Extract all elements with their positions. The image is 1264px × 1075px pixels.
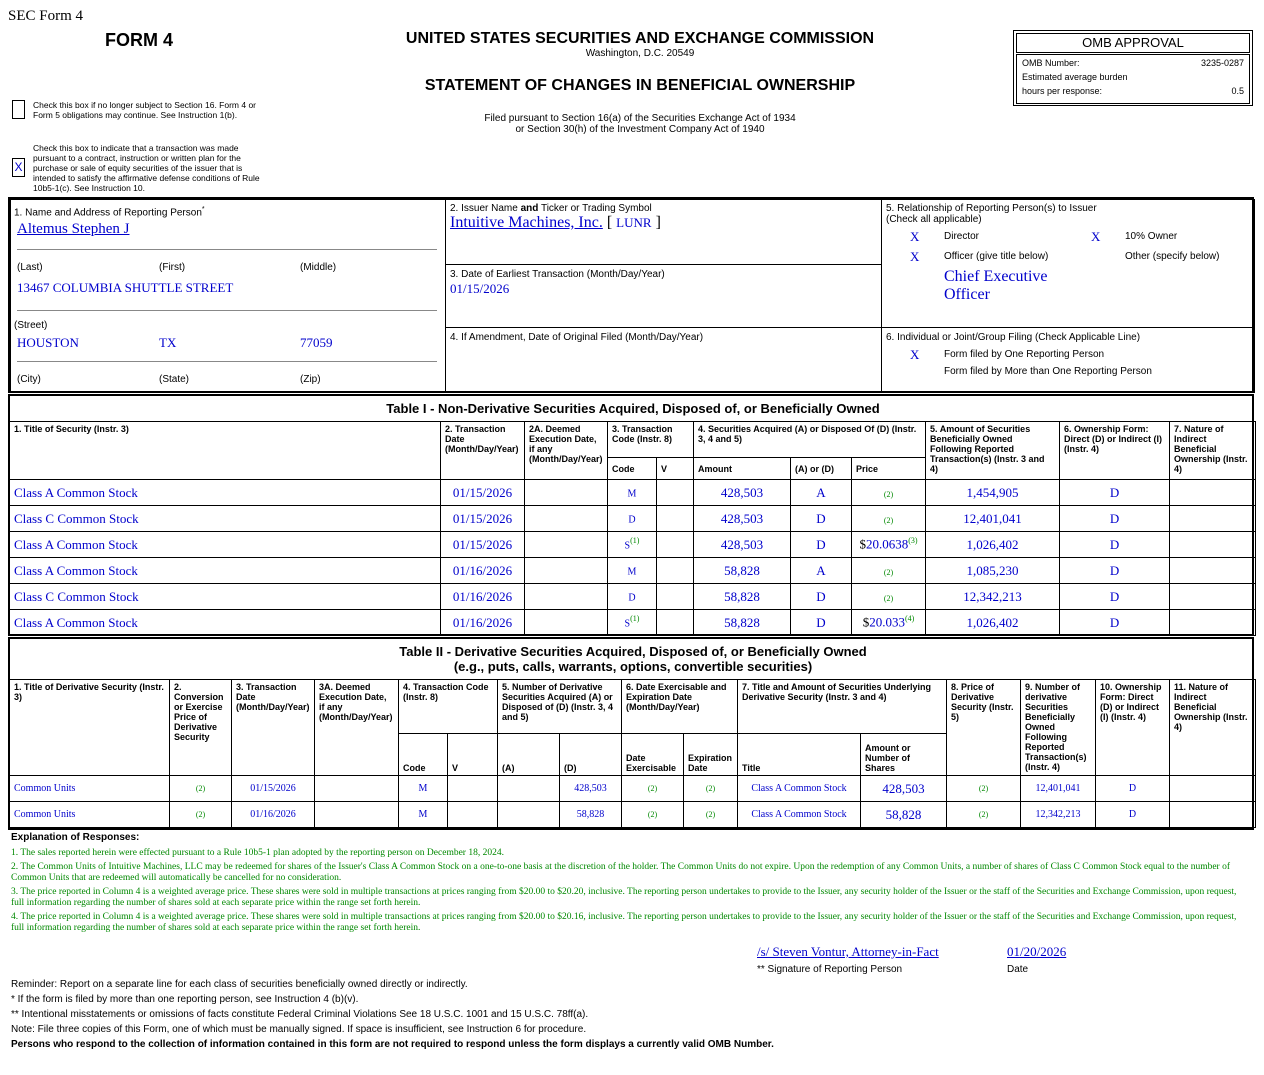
- t1-v-cell: [657, 584, 694, 610]
- officer-check[interactable]: X: [910, 249, 920, 264]
- one-person-label: Form filed by One Reporting Person: [944, 349, 1105, 360]
- t1-ad-cell: A: [791, 558, 852, 584]
- table2-row: [10, 776, 1256, 802]
- table1-row: [10, 480, 1256, 506]
- table1-row: [10, 584, 1256, 610]
- reminder-line: Reminder: Report on a separate line for each class of securities beneficially owned directly or indirectly.: [11, 979, 468, 990]
- footnote: 3. The price reported in Column 4 is a weighted average price. These shares were sold in multiple transactions at prices ranging from $20.00 to $20.20, inclusive. The reporting person undertakes to provide to the Issuer, any security holder of the Issuer or the staff of the Securities and Exchange Commission, upon request, full information regarding the number of shares sold at each separate price within the range set forth herein.: [11, 887, 1237, 908]
- relationship-sublabel: (Check all applicable): [886, 214, 982, 225]
- issuer-box: [445, 199, 882, 265]
- signature-label: ** Signature of Reporting Person: [757, 964, 903, 975]
- t2-price-cell: (2): [947, 776, 1021, 802]
- t2-underlying-amount-cell: 58,828: [861, 802, 947, 828]
- t1-h-sub-ad: (A) or (D): [791, 458, 852, 480]
- t1-title-cell: Class C Common Stock: [10, 584, 441, 610]
- state-label: (State): [159, 374, 190, 385]
- t2-date-cell: 01/15/2026: [232, 776, 315, 802]
- table1-row: [10, 532, 1256, 558]
- t2-h-underlying: 7. Title and Amount of Securities Underlying Derivative Security (Instr. 3 and 4): [738, 680, 947, 734]
- signature-date-label: Date: [1007, 964, 1029, 975]
- t1-price-cell: $20.0638$^{(3)}$: [852, 532, 926, 558]
- t2-price-cell: (2): [947, 802, 1021, 828]
- officer-title: Chief Executive Officer: [944, 268, 1048, 303]
- omb-hours-label: hours per response:: [1022, 86, 1103, 96]
- rule10b5-checkbox-label: Check this box to indicate that a transaction was made pursuant to a contract, instruction or written plan for the purchase or sale of equity securities of the issuer that is intended to satisfy the affirmative defense conditions of Rule 10b5-1(c). See Instruction 10.: [33, 143, 260, 193]
- signature-name[interactable]: /s/ Steven Vontur, Attorney-in-Fact: [757, 944, 939, 959]
- t2-h-conv: 2. Conversion or Exercise Price of Derivative Security: [170, 680, 232, 776]
- t2-h-sub-code: Code: [399, 734, 448, 776]
- t1-code-cell: S$^{(1)}$: [608, 532, 657, 558]
- earliest-date-label: 3. Date of Earliest Transaction (Month/Day/Year): [450, 269, 665, 280]
- table1-row: [10, 558, 1256, 584]
- t1-h-sub-amount: Amount: [694, 458, 791, 480]
- t1-nature-cell: [1170, 532, 1256, 558]
- t2-title-cell: Common Units: [10, 802, 170, 828]
- t1-v-cell: [657, 610, 694, 636]
- t1-nature-cell: [1170, 584, 1256, 610]
- t1-title-cell: Class A Common Stock: [10, 558, 441, 584]
- t2-h-price: 8. Price of Derivative Security (Instr. 5): [947, 680, 1021, 776]
- amendment-box: [445, 327, 882, 393]
- t2-form-cell: D: [1096, 776, 1170, 802]
- t1-h-title: 1. Title of Security (Instr. 3): [10, 422, 441, 480]
- t2-code-cell: M: [399, 776, 448, 802]
- t1-form-cell: D: [1060, 558, 1170, 584]
- t2-v-cell: [448, 776, 498, 802]
- t1-code-cell: D: [608, 584, 657, 610]
- t2-deemed-cell: [315, 802, 399, 828]
- t2-h-title: 1. Title of Derivative Security (Instr. 3): [10, 680, 170, 776]
- t1-amount-cell: 58,828: [694, 558, 791, 584]
- t1-nature-cell: [1170, 480, 1256, 506]
- omb-details: [1016, 54, 1250, 104]
- t1-owned-cell: 1,026,402: [926, 532, 1060, 558]
- t1-ad-cell: A: [791, 480, 852, 506]
- divider: [17, 361, 437, 362]
- t2-expiration-cell: (2): [684, 802, 738, 828]
- commission-city: Washington, D.C. 20549: [585, 48, 695, 59]
- street-value: 13467 COLUMBIA SHUTTLE STREET: [17, 280, 234, 295]
- t2-title-cell: Common Units: [10, 776, 170, 802]
- t1-nature-cell: [1170, 506, 1256, 532]
- t1-form-cell: D: [1060, 610, 1170, 636]
- t2-nature-cell: [1170, 776, 1256, 802]
- t1-date-cell: 01/16/2026: [441, 584, 525, 610]
- t2-underlying-title-cell: Class A Common Stock: [738, 776, 861, 802]
- officer-label: Officer (give title below): [944, 251, 1049, 262]
- city-label: (City): [17, 374, 41, 385]
- t1-form-cell: D: [1060, 506, 1170, 532]
- first-label: (First): [159, 262, 186, 273]
- t1-deemed-cell: [525, 558, 608, 584]
- commission-title: UNITED STATES SECURITIES AND EXCHANGE COMMISSION: [405, 30, 875, 47]
- t1-v-cell: [657, 532, 694, 558]
- omb-title: OMB APPROVAL: [1016, 33, 1250, 53]
- t2-h-nature: 11. Nature of Indirect Beneficial Ownership (Instr. 4): [1170, 680, 1256, 776]
- t2-owned-cell: 12,342,213: [1021, 802, 1096, 828]
- filed-pursuant-line2: or Section 30(h) of the Investment Company Act of 1940: [515, 124, 765, 135]
- table1-caption: Table I - Non-Derivative Securities Acquired, Disposed of, or Beneficially Owned: [386, 401, 880, 416]
- omb-number-label: OMB Number:: [1022, 58, 1080, 68]
- rule10b5-checkbox[interactable]: X: [12, 158, 25, 177]
- t1-h-owned: 5. Amount of Securities Beneficially Owned Following Reported Transaction(s) (Instr. 3 and 4): [926, 422, 1060, 480]
- t2-h-sub-d: (D): [560, 734, 622, 776]
- t1-deemed-cell: [525, 610, 608, 636]
- section16-checkbox-label: Check this box if no longer subject to Section 16. Form 4 or Form 5 obligations may continue. See Instruction 1(b).: [33, 100, 257, 120]
- t1-owned-cell: 12,401,041: [926, 506, 1060, 532]
- t1-ad-cell: D: [791, 532, 852, 558]
- t1-title-cell: Class A Common Stock: [10, 610, 441, 636]
- omb-notice: Persons who respond to the collection of information contained in this form are not required to respond unless the form displays a currently valid OMB Number.: [11, 1039, 774, 1050]
- t2-h-deemed: 3A. Deemed Execution Date, if any (Month/Day/Year): [315, 680, 399, 776]
- filing-label: 6. Individual or Joint/Group Filing (Check Applicable Line): [886, 332, 1141, 343]
- t1-code-cell: D: [608, 506, 657, 532]
- t1-deemed-cell: [525, 584, 608, 610]
- filed-pursuant: [390, 113, 890, 135]
- t1-amount-cell: 58,828: [694, 584, 791, 610]
- t2-conv-cell: (2): [170, 776, 232, 802]
- t2-h-form: 10. Ownership Form: Direct (D) or Indirect (I) (Instr. 4): [1096, 680, 1170, 776]
- t1-v-cell: [657, 506, 694, 532]
- t1-price-cell: (2): [852, 506, 926, 532]
- section16-checkbox[interactable]: [12, 100, 25, 119]
- t2-form-cell: D: [1096, 802, 1170, 828]
- omb-approval-box: [1013, 30, 1253, 106]
- t2-h-owned: 9. Number of derivative Securities Beneficially Owned Following Reported Transaction(s) (Instr. 4): [1021, 680, 1096, 776]
- earliest-date-value: 01/15/2026: [450, 281, 510, 296]
- t1-price-cell: $20.033$^{(4)}$: [852, 610, 926, 636]
- table1-row: [10, 506, 1256, 532]
- t1-deemed-cell: [525, 506, 608, 532]
- t2-deemed-cell: [315, 776, 399, 802]
- relationship-label: 5. Relationship of Reporting Person(s) to Issuer: [886, 203, 1097, 214]
- t1-nature-cell: [1170, 610, 1256, 636]
- last-label: (Last): [17, 262, 43, 273]
- t1-form-cell: D: [1060, 480, 1170, 506]
- explanation-of-responses: [11, 833, 1251, 937]
- ten-percent-owner-label: 10% Owner: [1125, 231, 1178, 242]
- t1-owned-cell: 1,454,905: [926, 480, 1060, 506]
- t1-price-cell: (2): [852, 480, 926, 506]
- reminder-line: * If the form is filed by more than one reporting person, see Instruction 4 (b)(v).: [11, 994, 359, 1005]
- t2-v-cell: [448, 802, 498, 828]
- street-label: (Street): [14, 320, 48, 331]
- issuer-label: 2. Issuer Name and Ticker or Trading Symbol: [450, 203, 652, 214]
- t2-d-cell: 428,503: [560, 776, 622, 802]
- omb-number-value: 3235-0287: [1200, 58, 1244, 68]
- t1-code-cell: M: [608, 558, 657, 584]
- t1-h-sub-code: Code: [608, 458, 657, 480]
- t1-h-deemed: 2A. Deemed Execution Date, if any (Month/Day/Year): [525, 422, 608, 480]
- t1-owned-cell: 12,342,213: [926, 584, 1060, 610]
- one-person-check[interactable]: X: [910, 347, 920, 362]
- t2-exercisable-cell: (2): [622, 776, 684, 802]
- t1-form-cell: D: [1060, 532, 1170, 558]
- reminder-line: Note: File three copies of this Form, one of which must be manually signed. If space is insufficient, see Instruction 6 for procedure.: [11, 1024, 587, 1035]
- issuer-name-link[interactable]: Intuitive Machines, Inc.: [450, 214, 603, 231]
- t2-h-sub-expiration: Expiration Date: [684, 734, 738, 776]
- state-value: TX: [159, 335, 177, 350]
- issuer-name-row: Intuitive Machines, Inc. [ LUNR ]: [450, 214, 661, 231]
- t1-date-cell: 01/15/2026: [441, 532, 525, 558]
- table2-caption: Table II - Derivative Securities Acquired, Disposed of, or Beneficially Owned: [399, 644, 867, 659]
- form-number: FORM 4: [105, 30, 174, 50]
- t1-nature-cell: [1170, 558, 1256, 584]
- t1-h-sub-price: Price: [852, 458, 926, 480]
- ticker-link[interactable]: LUNR: [616, 215, 652, 230]
- t1-v-cell: [657, 480, 694, 506]
- amendment-label: 4. If Amendment, Date of Original Filed (Month/Day/Year): [450, 332, 704, 343]
- t2-h-sub-v: V: [448, 734, 498, 776]
- t1-ad-cell: D: [791, 506, 852, 532]
- earliest-date-box: [445, 264, 882, 328]
- t1-h-nature: 7. Nature of Indirect Beneficial Ownership (Instr. 4): [1170, 422, 1256, 480]
- table2-row: [10, 802, 1256, 828]
- t1-amount-cell: 428,503: [694, 480, 791, 506]
- divider: [17, 249, 437, 250]
- explanation-heading: Explanation of Responses:: [11, 832, 140, 843]
- t1-deemed-cell: [525, 480, 608, 506]
- t2-underlying-amount-cell: 428,503: [861, 776, 947, 802]
- reporting-person-label: 1. Name and Address of Reporting Person*: [14, 206, 205, 219]
- zip-label: (Zip): [300, 374, 321, 385]
- t1-date-cell: 01/15/2026: [441, 480, 525, 506]
- t1-price-cell: (2): [852, 584, 926, 610]
- t2-underlying-title-cell: Class A Common Stock: [738, 802, 861, 828]
- table1-row: [10, 610, 1256, 636]
- sec-form-label: SEC Form 4: [8, 8, 84, 24]
- t2-h-sub-title: Title: [738, 734, 861, 776]
- t1-h-date: 2. Transaction Date (Month/Day/Year): [441, 422, 525, 480]
- t1-h-acquired: 4. Securities Acquired (A) or Disposed Of (D) (Instr. 3, 4 and 5): [694, 422, 926, 458]
- city-value: HOUSTON: [17, 335, 79, 350]
- filing-box: [881, 327, 1255, 393]
- t1-code-cell: S$^{(1)}$: [608, 610, 657, 636]
- omb-hours-value: 0.5: [1231, 86, 1244, 96]
- footnote: 2. The Common Units of Intuitive Machines, LLC may be redeemed for shares of the Issuer's Class A Common Stock on a one-to-one basis at the discretion of the holder. The Common Units do not expire. Upon the redemption of any Common Units, a number of shares of Class C Common Stock equal to the number of Common Units that are redeemed will automatically be cancelled for no consideration.: [11, 862, 1231, 883]
- table1: [8, 394, 1254, 636]
- table2-subcaption: (e.g., puts, calls, warrants, options, convertible securities): [453, 659, 813, 674]
- t2-code-cell: M: [399, 802, 448, 828]
- reporting-person-box: [10, 199, 446, 393]
- table1-grid: [9, 421, 1256, 636]
- statement-title: STATEMENT OF CHANGES IN BENEFICIAL OWNERSHIP: [424, 77, 856, 94]
- t2-h-sub-a: (A): [498, 734, 560, 776]
- t1-h-sub-v: V: [657, 458, 694, 480]
- t2-d-cell: 58,828: [560, 802, 622, 828]
- t1-date-cell: 01/16/2026: [441, 558, 525, 584]
- t1-h-form: 6. Ownership Form: Direct (D) or Indirect (I) (Instr. 4): [1060, 422, 1170, 480]
- t1-owned-cell: 1,085,230: [926, 558, 1060, 584]
- zip-value: 77059: [300, 335, 333, 350]
- t2-exercisable-cell: (2): [622, 802, 684, 828]
- ten-percent-owner-check[interactable]: X: [1091, 229, 1101, 244]
- t2-h-number: 5. Number of Derivative Securities Acquired (A) or Disposed of (D) (Instr. 3, 4 and 5): [498, 680, 622, 734]
- footnote: 1. The sales reported herein were effected pursuant to a Rule 10b5-1 plan adopted by the reporting person on December 18, 2024.: [11, 847, 504, 858]
- t1-title-cell: Class A Common Stock: [10, 532, 441, 558]
- t1-price-cell: (2): [852, 558, 926, 584]
- t1-v-cell: [657, 558, 694, 584]
- t1-ad-cell: D: [791, 610, 852, 636]
- t1-amount-cell: 428,503: [694, 532, 791, 558]
- t1-title-cell: Class C Common Stock: [10, 506, 441, 532]
- t2-owned-cell: 12,401,041: [1021, 776, 1096, 802]
- t1-title-cell: Class A Common Stock: [10, 480, 441, 506]
- t1-owned-cell: 1,026,402: [926, 610, 1060, 636]
- t2-h-sub-exercisable: Date Exercisable: [622, 734, 684, 776]
- t1-date-cell: 01/15/2026: [441, 506, 525, 532]
- other-label: Other (specify below): [1125, 251, 1220, 262]
- table2: [8, 637, 1254, 830]
- t2-date-cell: 01/16/2026: [232, 802, 315, 828]
- t2-nature-cell: [1170, 802, 1256, 828]
- t2-h-date: 3. Transaction Date (Month/Day/Year): [232, 680, 315, 776]
- middle-label: (Middle): [300, 262, 337, 273]
- director-label: Director: [944, 231, 980, 242]
- t1-code-cell: M: [608, 480, 657, 506]
- footnote: 4. The price reported in Column 4 is a weighted average price. These shares were sold in multiple transactions at prices ranging from $20.00 to $20.16, inclusive. The reporting person undertakes to provide to the Issuer, any security holder of the Issuer or the staff of the Securities and Exchange Commission, upon request, full information regarding the number of shares sold at each separate price within the range set forth herein.: [11, 912, 1237, 933]
- table2-grid: [9, 679, 1256, 828]
- t1-amount-cell: 58,828: [694, 610, 791, 636]
- t1-deemed-cell: [525, 532, 608, 558]
- t1-h-code: 3. Transaction Code (Instr. 8): [608, 422, 694, 458]
- t2-a-cell: [498, 802, 560, 828]
- multi-person-label: Form filed by More than One Reporting Person: [944, 366, 1152, 377]
- t2-conv-cell: (2): [170, 802, 232, 828]
- t1-amount-cell: 428,503: [694, 506, 791, 532]
- divider: [17, 310, 437, 311]
- t2-h-sub-amount: Amount or Number of Shares: [861, 734, 947, 776]
- relationship-box: [881, 199, 1255, 328]
- reminder-line: ** Intentional misstatements or omissions of facts constitute Federal Criminal Violations See 18 U.S.C. 1001 and 15 U.S.C. 78ff(a).: [11, 1009, 589, 1020]
- filed-pursuant-line1: Filed pursuant to Section 16(a) of the Securities Exchange Act of 1934: [484, 113, 796, 124]
- t2-a-cell: [498, 776, 560, 802]
- t1-form-cell: D: [1060, 584, 1170, 610]
- t2-h-exercisable: 6. Date Exercisable and Expiration Date (Month/Day/Year): [622, 680, 738, 734]
- reporting-person-name[interactable]: Altemus Stephen J: [17, 221, 130, 237]
- t1-date-cell: 01/16/2026: [441, 610, 525, 636]
- t2-h-code: 4. Transaction Code (Instr. 8): [399, 680, 498, 734]
- signature-date[interactable]: 01/20/2026: [1007, 944, 1067, 959]
- director-check[interactable]: X: [910, 229, 920, 244]
- t1-ad-cell: D: [791, 584, 852, 610]
- omb-burden-label: Estimated average burden: [1022, 72, 1128, 82]
- t2-expiration-cell: (2): [684, 776, 738, 802]
